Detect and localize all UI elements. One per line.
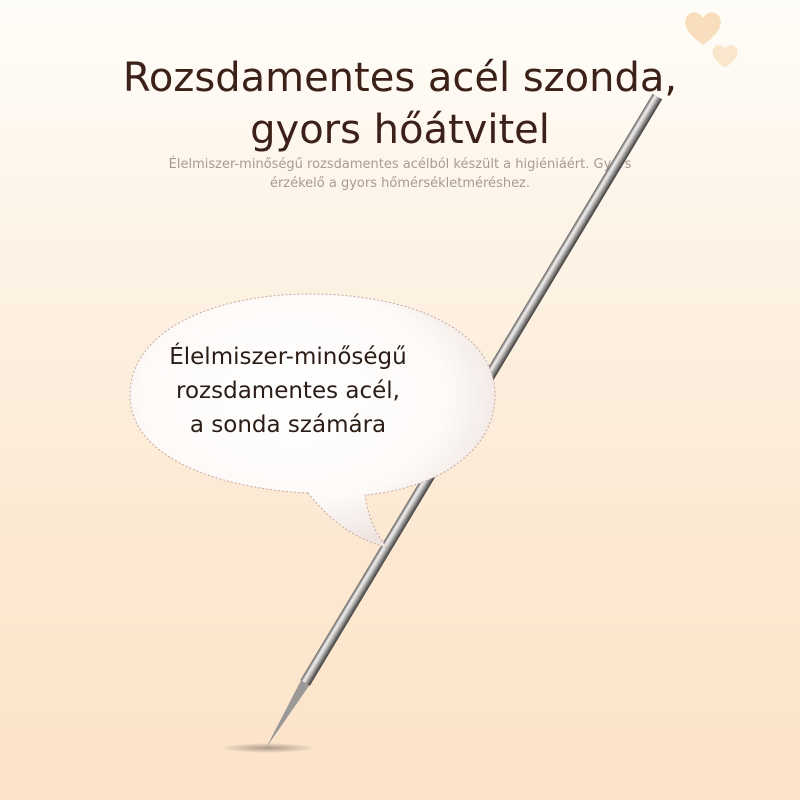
speech-bubble-line-1: Élelmiszer-minőségű [169,344,407,370]
subtitle-line-1: Élelmiszer-minőségű rozsdamentes acélból készült a higiéniáért. Gyors [168,157,632,172]
probe-tip [262,679,311,751]
subtitle-line-2: érzékelő a gyors hőmérsékletméréshez. [269,176,531,191]
speech-bubble-line-2: rozsdamentes acél, [176,378,400,404]
page-title-line-2: gyors hőátvitel [250,107,550,153]
speech-bubble-line-3: a sonda számára [189,412,387,438]
speech-bubble-text [128,340,448,442]
page-title-line-1: Rozsdamentes acél szonda, [122,55,678,101]
